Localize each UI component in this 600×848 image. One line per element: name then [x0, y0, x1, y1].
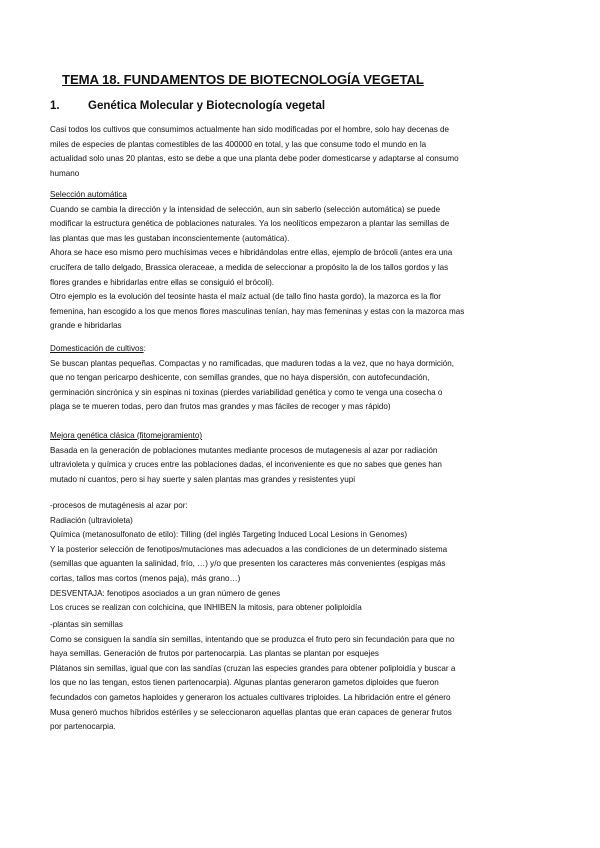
domesticacion-line: que no tengan pericarpo deshicente, con semillas grandes, que no haya dispersión, con autofecundación,	[50, 373, 430, 383]
seleccion-line: crucífera de tallo delgado, Brassica oleraceae, a medida de seleccionar a propósito la de los tallos gordos y las	[50, 262, 449, 272]
seleccion-line: las plantas que mas les gustaban inconscientemente (automática).	[50, 233, 290, 243]
seleccion-line: Otro ejemplo es la evolución del teosinte hasta el maíz actual (de tallo fino hasta gordo), la mazorca es la flor	[50, 292, 441, 302]
procesos-line: (semillas que aguanten la salinidad, frío, …) y/o que presenten los caracteres más convenientes (espigas más	[50, 559, 446, 569]
mejora-line: ultravioleta y química y cruces entre las poblaciones dadas, el inconveniente es que no sabes que genes han	[50, 460, 442, 470]
section-title: Genética Molecular y Biotecnología vegetal	[88, 100, 326, 112]
plantas-line: por partenocarpia.	[50, 722, 116, 732]
seleccion-line: Ahora se hace eso mismo pero muchísimas veces e hibridándolas entre ellas, ejemplo de brócoli (antes era una	[50, 248, 453, 258]
domesticacion-line: Se buscan plantas pequeñas. Compactas y no ramificadas, que maduren todas a la vez, que no haya dormición,	[50, 358, 455, 368]
procesos-line: Y la posterior selección de fenotipos/mutaciones mas adecuados a las condiciones de un determinado sistema	[50, 544, 448, 554]
plantas-line: los que no las tengan, estos tienen partenocarpia). Algunas plantas generaron gametos diploides que fueron	[50, 678, 439, 688]
plantas-line: haya semillas. Generación de frutos por partenocarpia. Las plantas se plantan por esquejes	[50, 649, 379, 659]
intro-line: actualidad solo unas 20 plantas, esto se debe a que una planta debe poder domesticarse y adaptarse al consumo	[50, 154, 459, 164]
intro-line: miles de especies de plantas comestibles de las 400000 en total, y las que consume todo el mundo en la	[50, 139, 427, 149]
plantas-line: Musa generó muchos híbridos estériles y se seleccionaron aquellas plantas que eran capaces de generar frutos	[50, 707, 452, 717]
plantas-line: fecundados con gametos haploides y generaron los actuales cultivares triploides. La hibridación entre el género	[50, 692, 451, 702]
procesos-line: -procesos de mutagénesis al azar por:	[50, 501, 188, 510]
intro-line: humano	[50, 168, 80, 178]
procesos-line: DESVENTAJA: fenotipos asociados a un gran número de genes	[50, 588, 281, 598]
section-number: 1.	[50, 100, 60, 112]
section-heading	[50, 100, 325, 112]
intro-line: Casi todos los cultivos que consumimos actualmente han sido modificadas por el hombre, solo hay decenas de	[50, 125, 450, 134]
document-title: TEMA 18. FUNDAMENTOS DE BIOTECNOLOGÍA VEGETAL	[62, 72, 424, 87]
procesos-section	[50, 499, 518, 616]
mejora-line: mutado ni cuantos, pero si hay suerte y salen plantas mas grandes y resistentes yupi	[50, 474, 356, 484]
seleccion-line: modificar la estructura genética de poblaciones naturales. Ya los neolíticos empezaron a plantar las semillas de	[50, 219, 450, 229]
intro-paragraph	[50, 123, 518, 181]
domesticacion-line: germinación sincrónica y sin espinas ni toxinas (pierdes variabilidad genética y como te venga una cosecha o	[50, 387, 443, 397]
mejora-section	[50, 429, 518, 487]
seleccion-section	[50, 188, 518, 334]
procesos-line: cortas, tallos mas cortos (menos paja), más grano…)	[50, 573, 241, 583]
domesticacion-heading-suffix: :	[143, 344, 146, 353]
plantas-line: Como se consiguen la sandía sin semillas, intentando que se produzca el fruto pero sin fecundación para que no	[50, 634, 455, 644]
domesticacion-line: plaga se te mueren todas, pero dan frutos mas grandes y mas fáciles de recoger y mas rápido)	[50, 402, 391, 412]
procesos-line: Química (metanosulfonato de etilo): Tilling (del inglés Targeting Induced Local Lesions in Genomes)	[50, 530, 408, 540]
plantas-line: -plantas sin semillas	[50, 620, 123, 629]
plantas-section	[50, 618, 518, 735]
domesticacion-section	[50, 342, 518, 415]
procesos-line: Radiación (ultravioleta)	[50, 515, 133, 525]
mejora-heading: Mejora genética clásica (fitomejoramiento)	[50, 431, 203, 440]
seleccion-line: flores grandes e hibridarlas entre ellas se consiguió el brócoli).	[50, 277, 275, 287]
seleccion-line: femenina, han escogido a los que menos flores masculinas tenían, hay mas femeninas y estas con la mazorca mas	[50, 306, 465, 316]
seleccion-line: Cuando se cambia la dirección y la intensidad de selección, aun sin saberlo (selección automática) se puede	[50, 204, 441, 214]
plantas-line: Plátanos sin semillas, igual que con las sandías (cruzan las especies grandes para obtener poliploidía y buscar a	[50, 663, 456, 673]
mejora-line: Basada en la generación de poblaciones mutantes mediante procesos de mutagenesis al azar por radiación	[50, 445, 438, 455]
seleccion-line: grande e hibridarlas	[50, 321, 122, 331]
seleccion-heading: Selección automática	[50, 190, 127, 199]
procesos-line: Los cruces se realizan con colchicina, que INHIBEN la mitosis, para obtener poliploidía	[50, 603, 362, 613]
domesticacion-heading: Domesticación de cultivos	[50, 344, 144, 353]
domesticacion-heading-row	[50, 342, 518, 357]
